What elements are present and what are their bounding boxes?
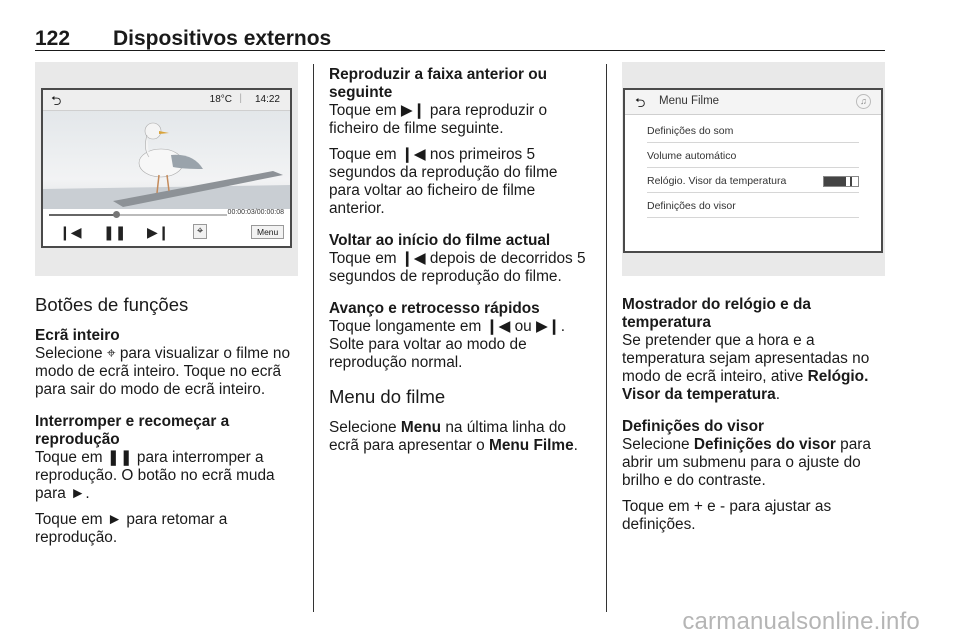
full-screen-text: Selecione ⌖ para visualizar o filme no modo de ecrã inteiro. Toque no ecrã para sair do modo de ecrã inteiro.	[35, 345, 291, 398]
previous-track-icon[interactable]: ❙◀	[59, 224, 82, 240]
back-icon[interactable]: ⮌	[51, 93, 62, 108]
progress-fill	[49, 214, 116, 216]
ffwd-text: Toque longamente em ❙◀ ou ▶❙. Solte para voltar ao modo de reprodução normal.	[329, 318, 565, 371]
restart-title: Voltar ao início do filme actual	[329, 232, 551, 249]
clock-readout: 14:22	[254, 94, 280, 105]
column-3	[622, 296, 886, 542]
menu-screen	[623, 88, 883, 253]
menu-item-auto-volume[interactable]: Volume automático	[647, 145, 859, 168]
menu-screen-figure	[622, 62, 885, 276]
previous-text: Toque em ❙◀ nos primeiros 5 segundos da reprodução do filme para voltar ao ficheiro de filme anterior.	[329, 146, 558, 217]
menu-item-clock-temperature[interactable]: Relógio. Visor da temperatura	[647, 170, 859, 193]
clock-display-title: Mostrador do relógio e da temperatura	[622, 296, 811, 331]
music-note-icon[interactable]: ♫	[856, 94, 871, 109]
clock-display-text: Se pretender que a hora e a temperatura sejam apresentadas no modo de ecrã inteiro, ative Relógio. Visor da temperatura.	[622, 332, 870, 403]
video-screen-figure	[35, 62, 298, 276]
fullscreen-icon[interactable]: ⌖	[193, 224, 207, 239]
temperature-readout: 18°C	[209, 94, 232, 105]
watermark: carmanualsonline.info	[682, 608, 920, 635]
page-number: 122	[35, 27, 71, 50]
toggle-switch[interactable]	[823, 176, 859, 187]
progress-track[interactable]	[49, 214, 227, 216]
menu-item-sound[interactable]: Definições do som	[647, 120, 859, 143]
column-divider	[606, 64, 607, 612]
time-progress: 00:00:03/00:00:08	[227, 209, 284, 216]
progress-knob[interactable]	[113, 211, 120, 218]
separator: |	[239, 93, 242, 104]
full-screen-title: Ecrã inteiro	[35, 327, 120, 344]
video-top-bar	[43, 90, 290, 111]
section-title: Dispositivos externos	[113, 27, 332, 50]
column-1	[35, 294, 297, 555]
back-icon[interactable]: ⮌	[635, 95, 646, 110]
movie-frame[interactable]	[43, 111, 290, 209]
ffwd-title: Avanço e retrocesso rápidos	[329, 300, 540, 317]
display-settings-title: Definições do visor	[622, 418, 764, 435]
page-header	[35, 24, 885, 51]
menu-button[interactable]: Menu	[251, 225, 284, 239]
pause-text: Toque em ❚❚ para interromper a reprodução. O botão no ecrã muda para ►.	[35, 449, 275, 502]
column-divider	[313, 64, 314, 612]
functions-heading: Botões de funções	[35, 294, 189, 315]
movie-menu-heading: Menu do filme	[329, 386, 446, 407]
prev-next-title: Reproduzir a faixa anterior ou seguinte	[329, 66, 548, 101]
menu-title: Menu Filme	[659, 95, 720, 107]
pause-icon[interactable]: ❚❚	[103, 224, 127, 240]
adjust-text: Toque em + e - para ajustar as definições.	[622, 498, 832, 533]
restart-text: Toque em ❙◀ depois de decorridos 5 segundos de reprodução do filme.	[329, 250, 586, 285]
menu-item-display[interactable]: Definições do visor	[647, 195, 859, 218]
resume-text: Toque em ► para retomar a reprodução.	[35, 511, 228, 546]
display-settings-text: Selecione Definições do visor para abrir um submenu para o ajuste do brilho e do contraste.	[622, 436, 871, 489]
pause-title: Interromper e recomeçar a reprodução	[35, 413, 230, 448]
video-screen	[41, 88, 292, 248]
next-track-icon[interactable]: ▶❙	[147, 224, 170, 240]
column-2	[329, 66, 591, 463]
next-text: Toque em ▶❙ para reproduzir o ficheiro de filme seguinte.	[329, 102, 548, 137]
menu-top-bar	[625, 90, 881, 115]
movie-menu-text: Selecione Menu na última linha do ecrã para apresentar o Menu Filme.	[329, 419, 578, 454]
seagull-image	[43, 111, 290, 209]
